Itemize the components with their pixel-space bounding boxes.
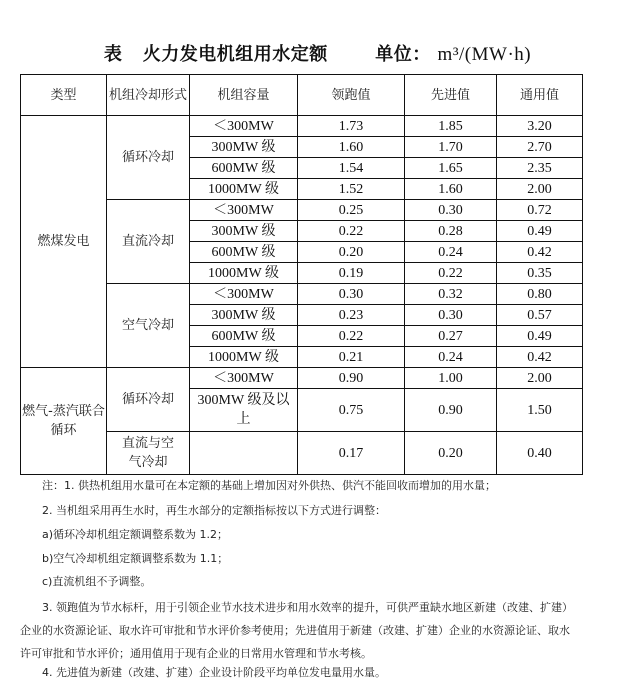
leading-cell: 0.90 bbox=[298, 368, 405, 389]
capacity-cell: 600MW 级 bbox=[190, 158, 298, 179]
note-1: 注：1. 供热机组用水量可在本定额的基础上增加因对外供热、供汽不能回收而增加的用水量； bbox=[42, 479, 496, 492]
general-cell: 0.49 bbox=[497, 326, 583, 347]
capacity-cell: ＜300MW bbox=[190, 200, 298, 221]
header-advanced: 先进值 bbox=[405, 75, 497, 116]
leading-cell: 0.22 bbox=[298, 326, 405, 347]
general-cell: 0.42 bbox=[497, 242, 583, 263]
advanced-cell: 1.60 bbox=[405, 179, 497, 200]
leading-cell: 0.20 bbox=[298, 242, 405, 263]
cooling-form-cell: 直流与空气冷却 bbox=[107, 432, 190, 475]
advanced-cell: 0.24 bbox=[405, 242, 497, 263]
note-2b: b)空气冷却机组定额调整系数为 1.1； bbox=[42, 552, 229, 565]
general-cell: 1.50 bbox=[497, 389, 583, 432]
advanced-cell: 0.28 bbox=[405, 221, 497, 242]
table-row bbox=[21, 368, 583, 389]
advanced-cell: 0.32 bbox=[405, 284, 497, 305]
note-2: 2. 当机组采用再生水时，再生水部分的定额指标按以下方式进行调整： bbox=[42, 504, 386, 517]
note-2a: a)循环冷却机组定额调整系数为 1.2； bbox=[42, 528, 229, 541]
general-cell: 0.72 bbox=[497, 200, 583, 221]
title-name: 火力发电机组用水定额 bbox=[142, 44, 328, 65]
title-prefix: 表 bbox=[103, 44, 123, 65]
leading-cell: 0.25 bbox=[298, 200, 405, 221]
advanced-cell: 0.30 bbox=[405, 200, 497, 221]
header-leading: 领跑值 bbox=[298, 75, 405, 116]
advanced-cell: 0.90 bbox=[405, 389, 497, 432]
capacity-cell: ＜300MW bbox=[190, 368, 298, 389]
advanced-cell: 1.65 bbox=[405, 158, 497, 179]
cooling-form-cell: 空气冷却 bbox=[107, 284, 190, 368]
capacity-cell: 600MW 级 bbox=[190, 242, 298, 263]
general-cell: 2.35 bbox=[497, 158, 583, 179]
type-cell: 燃煤发电 bbox=[21, 116, 107, 368]
capacity-cell: ＜300MW bbox=[190, 116, 298, 137]
capacity-cell: 1000MW 级 bbox=[190, 263, 298, 284]
general-cell: 0.80 bbox=[497, 284, 583, 305]
general-cell: 0.49 bbox=[497, 221, 583, 242]
general-cell: 0.40 bbox=[497, 432, 583, 475]
leading-cell: 0.30 bbox=[298, 284, 405, 305]
type-cell: 燃气-蒸汽联合循环 bbox=[21, 368, 107, 475]
advanced-cell: 0.24 bbox=[405, 347, 497, 368]
leading-cell: 0.17 bbox=[298, 432, 405, 475]
header-cooling-form: 机组冷却形式 bbox=[107, 75, 190, 116]
cooling-form-cell: 循环冷却 bbox=[107, 368, 190, 432]
capacity-cell: 300MW 级 bbox=[190, 137, 298, 158]
capacity-cell: 1000MW 级 bbox=[190, 347, 298, 368]
water-quota-table bbox=[20, 74, 583, 475]
header-general: 通用值 bbox=[497, 75, 583, 116]
general-cell: 2.00 bbox=[497, 368, 583, 389]
advanced-cell: 1.70 bbox=[405, 137, 497, 158]
table-title bbox=[0, 40, 635, 66]
leading-cell: 1.54 bbox=[298, 158, 405, 179]
general-cell: 0.57 bbox=[497, 305, 583, 326]
advanced-cell: 1.85 bbox=[405, 116, 497, 137]
general-cell: 2.70 bbox=[497, 137, 583, 158]
general-cell: 0.35 bbox=[497, 263, 583, 284]
advanced-cell: 0.27 bbox=[405, 326, 497, 347]
capacity-cell: ＜300MW bbox=[190, 284, 298, 305]
general-cell: 3.20 bbox=[497, 116, 583, 137]
advanced-cell: 0.22 bbox=[405, 263, 497, 284]
leading-cell: 0.19 bbox=[298, 263, 405, 284]
leading-cell: 0.21 bbox=[298, 347, 405, 368]
header-capacity: 机组容量 bbox=[190, 75, 298, 116]
cooling-form-cell: 直流冷却 bbox=[107, 200, 190, 284]
capacity-cell: 300MW 级 bbox=[190, 221, 298, 242]
advanced-cell: 0.30 bbox=[405, 305, 497, 326]
leading-cell: 0.22 bbox=[298, 221, 405, 242]
capacity-cell: 600MW 级 bbox=[190, 326, 298, 347]
unit-label: 单位： bbox=[375, 44, 431, 65]
leading-cell: 1.73 bbox=[298, 116, 405, 137]
table-row bbox=[21, 116, 583, 137]
capacity-cell bbox=[190, 432, 298, 475]
leading-cell: 0.75 bbox=[298, 389, 405, 432]
leading-cell: 0.23 bbox=[298, 305, 405, 326]
note-3: 3. 领跑值为节水标杆，用于引领企业节水技术进步和用水效率的提升，可供严重缺水地区新建（改建、扩建）企业的水资源论证、取水许可审批和节水评价参考使用；先进值用于新建（改建、扩建）企业的水资源论证、取水许可审批和节水评价；通用值用于现有企业的日常用水管理和节水考核。 bbox=[20, 601, 573, 660]
general-cell: 0.42 bbox=[497, 347, 583, 368]
header-type: 类型 bbox=[21, 75, 107, 116]
leading-cell: 1.60 bbox=[298, 137, 405, 158]
header-row bbox=[21, 75, 583, 116]
advanced-cell: 0.20 bbox=[405, 432, 497, 475]
advanced-cell: 1.00 bbox=[405, 368, 497, 389]
note-2c: c)直流机组不予调整。 bbox=[42, 575, 152, 588]
capacity-cell: 300MW 级及以上 bbox=[190, 389, 298, 432]
leading-cell: 1.52 bbox=[298, 179, 405, 200]
capacity-cell: 1000MW 级 bbox=[190, 179, 298, 200]
general-cell: 2.00 bbox=[497, 179, 583, 200]
capacity-cell: 300MW 级 bbox=[190, 305, 298, 326]
cooling-form-cell: 循环冷却 bbox=[107, 116, 190, 200]
unit-value: m³/(MW·h) bbox=[437, 44, 532, 65]
note-4: 4. 先进值为新建（改建、扩建）企业设计阶段平均单位发电量用水量。 bbox=[42, 666, 386, 679]
